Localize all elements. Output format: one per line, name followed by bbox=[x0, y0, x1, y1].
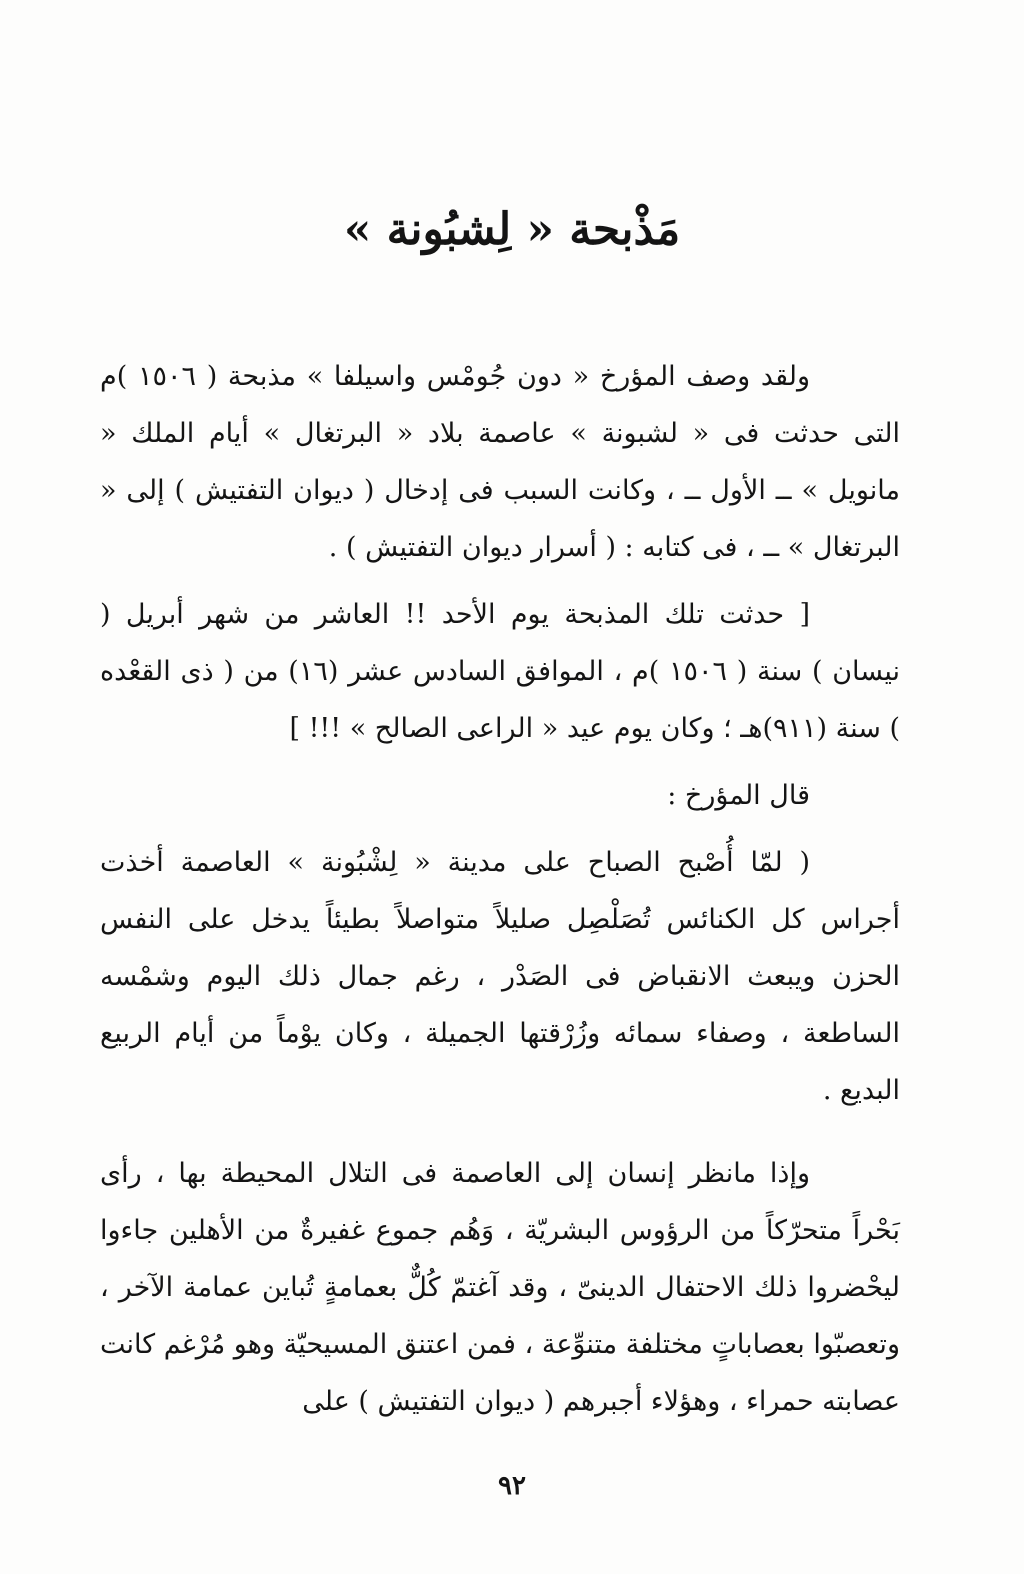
paragraph-massacre-date: [ حدثت تلك المذبحة يوم الأحد !! العاشر من شهر أبريل ( نيسان ) سنة ( ١٥٠٦ )م ، الموافق السادس عشر (١٦) من ( ذى القعْده ) سنة (٩١١)هـ ؛ وكان يوم عيد « الراعى الصالح » !!! ] bbox=[100, 599, 900, 744]
paragraph-crowds: وإذا مانظر إنسان إلى العاصمة فى التلال المحيطة بها ، رأى بَحْراً متحرّكاً من الرؤوس البشريّة ، وَهُم جموع غفيرةٌ من الأهلين جاءوا ليحْضروا ذلك الاحتفال الدينىّ ، وقد آغتمّ كُلٌّ بعمامةٍ تُباين عمامة الآخر ، وتعصبّوا بعصاباتٍ مختلفة متنوِّعة ، فمن اعتنق المسيحيّة وهو مُرْغم كانت عصابته حمراء ، وهؤلاء أجبرهم ( ديوان التفتيش ) على bbox=[100, 1158, 900, 1417]
paragraph-historian-said: قال المؤرخ : bbox=[667, 780, 810, 811]
body-text bbox=[100, 348, 900, 1430]
chapter-title: مَذْبحة « لِشبُونة » bbox=[343, 204, 681, 255]
paragraph-historian-intro: ولقد وصف المؤرخ « دون جُومْس واسيلفا » مذبحة ( ١٥٠٦ )م التى حدثت فى « لشبونة » عاصمة بلاد « البرتغال » أيام الملك « مانويل » ــ الأول ــ ، وكانت السبب فى إدخال ( ديوان التفتيش ) إلى « البرتغال » ــ ، فى كتابه : ( أسرار ديوان التفتيش ) . bbox=[100, 361, 900, 563]
page-number: ٩٢ bbox=[498, 1471, 526, 1501]
paragraph-church-bells: ( لمّا أُصْبح الصباح على مدينة « لِشْبُونة » العاصمة أخذت أجراس كل الكنائس تُصَلْصِل صليلاً متواصلاً بطيئاً يدخل على النفس الحزن ويبعث الانقباض فى الصَدْر ، رغم جمال ذلك اليوم وشمْسه الساطعة ، وصفاء سمائه وزُرْقتها الجميلة ، وكان يوْماً من أيام الربيع البديع . bbox=[100, 847, 900, 1106]
